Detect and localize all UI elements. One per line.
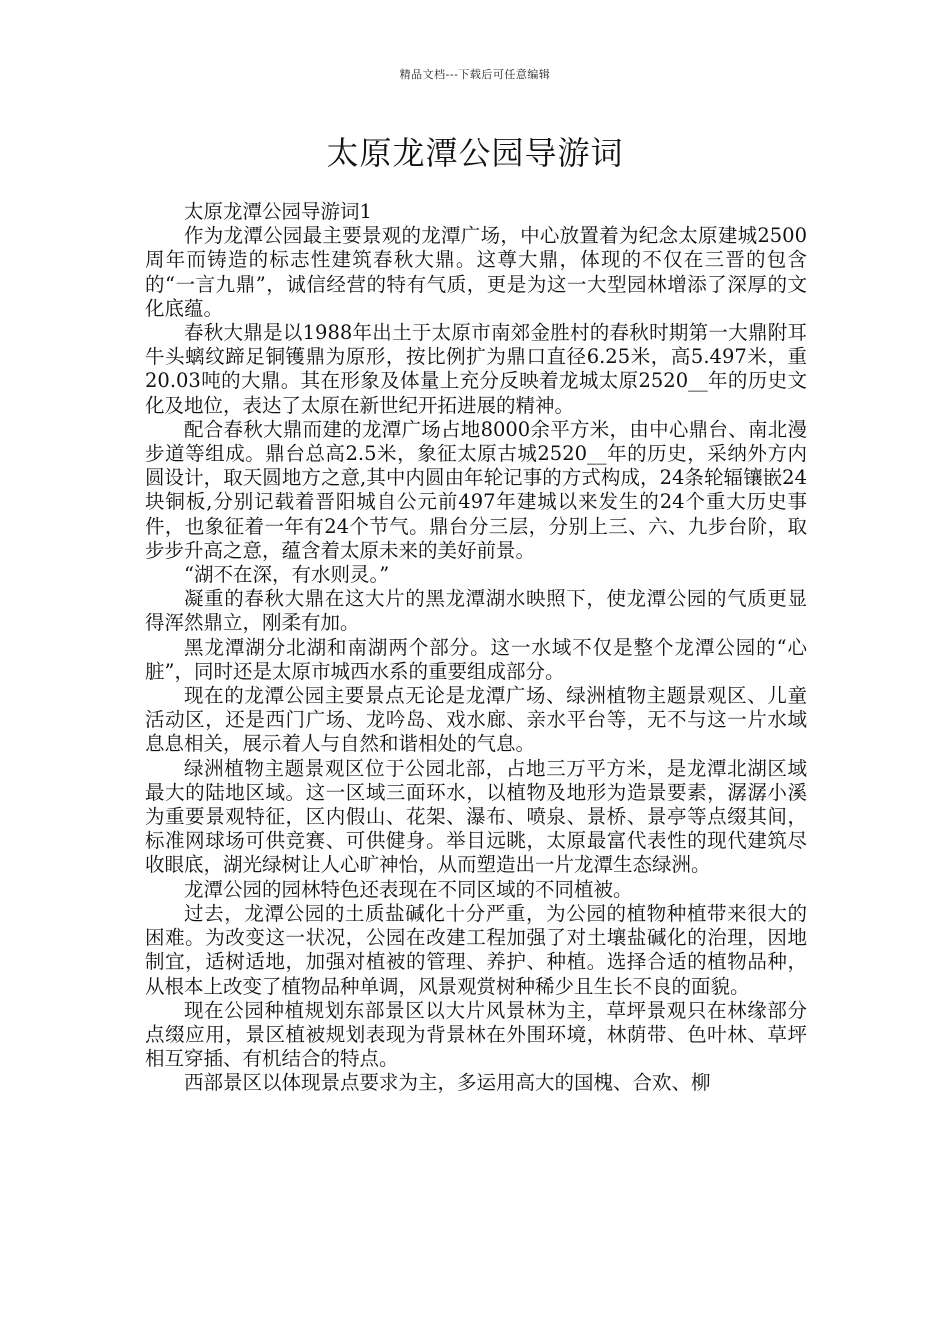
document-title: 太原龙潭公园导游词 [326, 134, 624, 172]
document-body [145, 200, 807, 1096]
paragraph: 黑龙潭湖分北湖和南湖两个部分。这一水域不仅是整个龙潭公园的“心脏”，同时还是太原市城西水系的重要组成部分。 [145, 635, 807, 683]
paragraph: 配合春秋大鼎而建的龙潭广场占地8000余平方米，由中心鼎台、南北漫步道等组成。鼎台总高2.5米，象征太原古城2520__年的历史，采纳外方内圆设计，取天圆地方之意,其中内圆由年轮记事的方式构成，24条轮辐镶嵌24块铜板,分别记载着晋阳城自公元前497年建城以来发生的24个重大历史事件，也象征着一年有24个节气。鼎台分三层，分别上三、六、九步台阶，取步步升高之意，蕴含着太原未来的美好前景。 [145, 417, 807, 562]
paragraph: “湖不在深，有水则灵。” [184, 563, 390, 587]
paragraph: 凝重的春秋大鼎在这大片的黑龙潭湖水映照下，使龙潭公园的气质更显得浑然鼎立，刚柔有加。 [145, 587, 807, 635]
paragraph: 作为龙潭公园最主要景观的龙潭广场，中心放置着为纪念太原建城2500周年而铸造的标志性建筑春秋大鼎。这尊大鼎，体现的不仅在三晋的包含的“一言九鼎”，诚信经营的特有气质，更是为这一大型园林增添了深厚的文化底蕴。 [145, 224, 807, 320]
paragraph: 现在的龙潭公园主要景点无论是龙潭广场、绿洲植物主题景观区、儿童活动区，还是西门广场、龙吟岛、戏水廊、亲水平台等，无不与这一片水域息息相关，展示着人与自然和谐相处的气息。 [145, 684, 807, 756]
paragraph: 现在公园种植规划东部景区以大片风景林为主，草坪景观只在林缘部分点缀应用，景区植被规划表现为背景林在外围环境，林荫带、色叶林、草坪相互穿插、有机结合的特点。 [145, 998, 807, 1071]
paragraph: 太原龙潭公园导游词1 [184, 200, 372, 223]
paragraph: 过去，龙潭公园的土质盐碱化十分严重，为公园的植物种植带来很大的困难。为改变这一状况，公园在改建工程加强了对土壤盐碱化的治理，因地制宜，适树适地，加强对植被的管理、养护、种植。选择合适的植物品种，从根本上改变了植物品种单调，风景观赏树种稀少且生长不良的面貌。 [145, 901, 807, 998]
paragraph: 西部景区以体现景点要求为主，多运用高大的国槐、合欢、柳 [184, 1071, 711, 1095]
header-note: 精品文档---下载后可任意编辑 [399, 68, 551, 81]
paragraph: 龙潭公园的园林特色还表现在不同区域的不同植被。 [184, 877, 633, 901]
paragraph: 绿洲植物主题景观区位于公园北部，占地三万平方米，是龙潭北湖区域最大的陆地区域。这一区域三面环水，以植物及地形为造景要素，潺潺小溪为重要景观特征，区内假山、花架、瀑布、喷泉、景桥、景亭等点缀其间，标准网球场可供竞赛、可供健身。举目远眺，太原最富代表性的现代建筑尽收眼底，湖光绿树让人心旷神怡，从而塑造出一片龙潭生态绿洲。 [145, 756, 807, 877]
paragraph: 春秋大鼎是以1988年出土于太原市南郊金胜村的春秋时期第一大鼎附耳牛头螭纹蹄足铜镬鼎为原形，按比例扩为鼎口直径6.25米，高5.497米，重20.03吨的大鼎。其在形象及体量上充分反映着龙城太原2520__年的历史文化及地位，表达了太原在新世纪开拓进展的精神。 [145, 321, 807, 417]
